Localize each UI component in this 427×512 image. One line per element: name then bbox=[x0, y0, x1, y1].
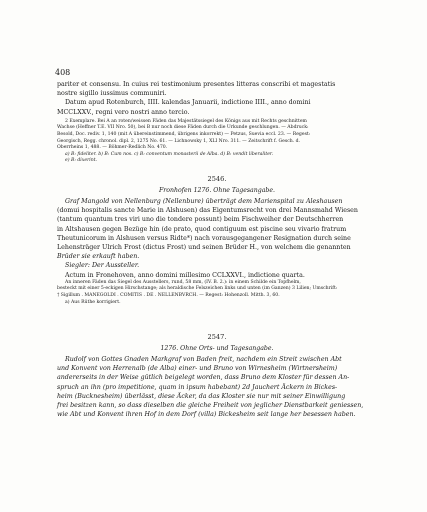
regest-line: heim (Bucknesheim) überlässt, diese Äcker, da das Kloster sie nur mit seiner Einwilligung bbox=[57, 392, 346, 400]
document-subtitle: 1276. Ohne Orts- und Tagesangabe. bbox=[160, 345, 274, 352]
regest-line: Brüder sie erkauft haben. bbox=[57, 253, 140, 261]
regest-line: Theutunicorum in Alshusen versus Ridte*) nach vorausgegangener Resignation durch seine bbox=[57, 234, 351, 242]
document-2547 bbox=[57, 333, 377, 419]
regest-line: spruch an ihn (pro impetitione, quam in ipsum habebant) 2d Jauchert Äckern in Bickes- bbox=[57, 383, 338, 391]
dating-line: Actum in Fronehoven, anno domini millesimo CCLXXVI., indictione quarta. bbox=[65, 271, 305, 279]
footnote-line: Oberrheins 1, 488. — Böhmer-Redlich No. 470. bbox=[57, 145, 168, 151]
page-number: 408 bbox=[55, 68, 71, 77]
footnote-line: e) B: dixerint. bbox=[65, 158, 98, 164]
footnote-line: a) Aus Rüthe korrigiert. bbox=[65, 299, 121, 305]
previous-document-end bbox=[57, 80, 377, 165]
regest-line: andererseits in der Weise gütlich beigelegt worden, dass Bruno dem Kloster für dessen An- bbox=[57, 374, 350, 382]
regest-line: Rudolf von Gottes Gnaden Markgraf von Baden freit, nachdem ein Streit zwischen Abt bbox=[65, 356, 342, 363]
text-line: Datum apud Rotenburch, IIII. kalendas Januarii, indictione IIII., anno domini bbox=[65, 99, 311, 107]
text-line: MCCLXXV., regni vero nostri anno tercio. bbox=[57, 108, 190, 116]
regest-line: wie Abt und Konvent ihren Hof in dem Dorf (villa) Bickesheim seit lange her besessen haben. bbox=[57, 411, 356, 419]
footnote-line: Besold, Doc. rediv. 1, 140 (mit A übereinstimmend, übrigens inkorrekt) — Petzus, Suevia eccl. 23. — Regest: bbox=[57, 132, 311, 137]
regest-line: frei besitzen kann, so dass dieselben die gleiche Freiheit von jeglicher Dienstbarkeit geniessen, bbox=[57, 402, 364, 410]
document-number: 2547. bbox=[207, 333, 227, 341]
footnote-line: besteckt mit einer 5-eckigen Hirschstange; als heraldische Felszeichen links und unten (im Ganzen) 3 Lilien; Umschrift: bbox=[57, 286, 338, 292]
footnote-line: 2 Exemplare. Bei A an roten/weissen Fäden das Majestätssiegel des Königs aus mit Rechts geschnittem bbox=[65, 118, 307, 124]
regest-line: und Konvent von Herrenalb (de Alba) einer- und Bruno von Wirnesheim (Wirtnersheim) bbox=[57, 365, 338, 373]
text-line: pariter et consensu. In cuius rei testimonium presentes litteras conscribi et magestatis bbox=[57, 81, 336, 88]
footnote-line: Wachse (Heffner T.E. VII Nro. 50), bei B nur noch diese Fäden durch die Urkunde geschlungen. — Abdruck: bbox=[57, 125, 309, 131]
footnote-line: † Sigillum . MANEGOLDI . COMITIS . DE . NELLENBVRCH. — Regest: Hohenzoll. Mitth. 3, 60. bbox=[57, 293, 280, 299]
document-number: 2546. bbox=[207, 175, 227, 183]
footnote-line: An inneren Fäden das Siegel des Ausstellers, rund, 58 mm, (IV. B. 2.): in einem Schilde ein Topfhelm, bbox=[65, 279, 301, 285]
regest-line: in Altshausen gegen Bezüge hin (de prato, quod contiguum est piscine seu vivario fratrum bbox=[57, 225, 347, 233]
text-line: nostre sigillo iussimus communiri. bbox=[57, 90, 167, 98]
regest-line: (domui hospitalis sancte Marie in Alshusen) das Eigentumsrecht von drei Mannsmahd Wiesen bbox=[57, 207, 358, 215]
footnote-line: a) B: fideliter. b) B: Cum nos. c) B: conventum monasterii de Alba. d) B: vendit liberaliter. bbox=[65, 151, 274, 157]
regest-line: Lehensträger Ulrich Frost (dictus Frost) und seinen Brüder H., von welchem die genannten bbox=[57, 244, 351, 252]
document-2546 bbox=[57, 175, 377, 306]
regest-line: (tantum quantum tres viri uno die tondere possunt) beim Fischweiher der Deutschherren bbox=[57, 216, 344, 224]
page-header bbox=[55, 68, 385, 77]
regest-line: Graf Mangold von Nellenburg (Nellenbure) überträgt dem Marienspital zu Aleshausen bbox=[65, 198, 343, 205]
footnote-line: Georgisch, Regg. chronol. dipl. 2, 1275 No. 61. — Lichnowsky 1, XLI Nro. 311. — Zeitschrift f. Gesch. d. bbox=[57, 138, 301, 144]
sealer-line: Siegler: Der Aussteller. bbox=[65, 262, 140, 270]
document-subtitle: Fronhofen 1276. Ohne Tagesangabe. bbox=[159, 187, 275, 194]
